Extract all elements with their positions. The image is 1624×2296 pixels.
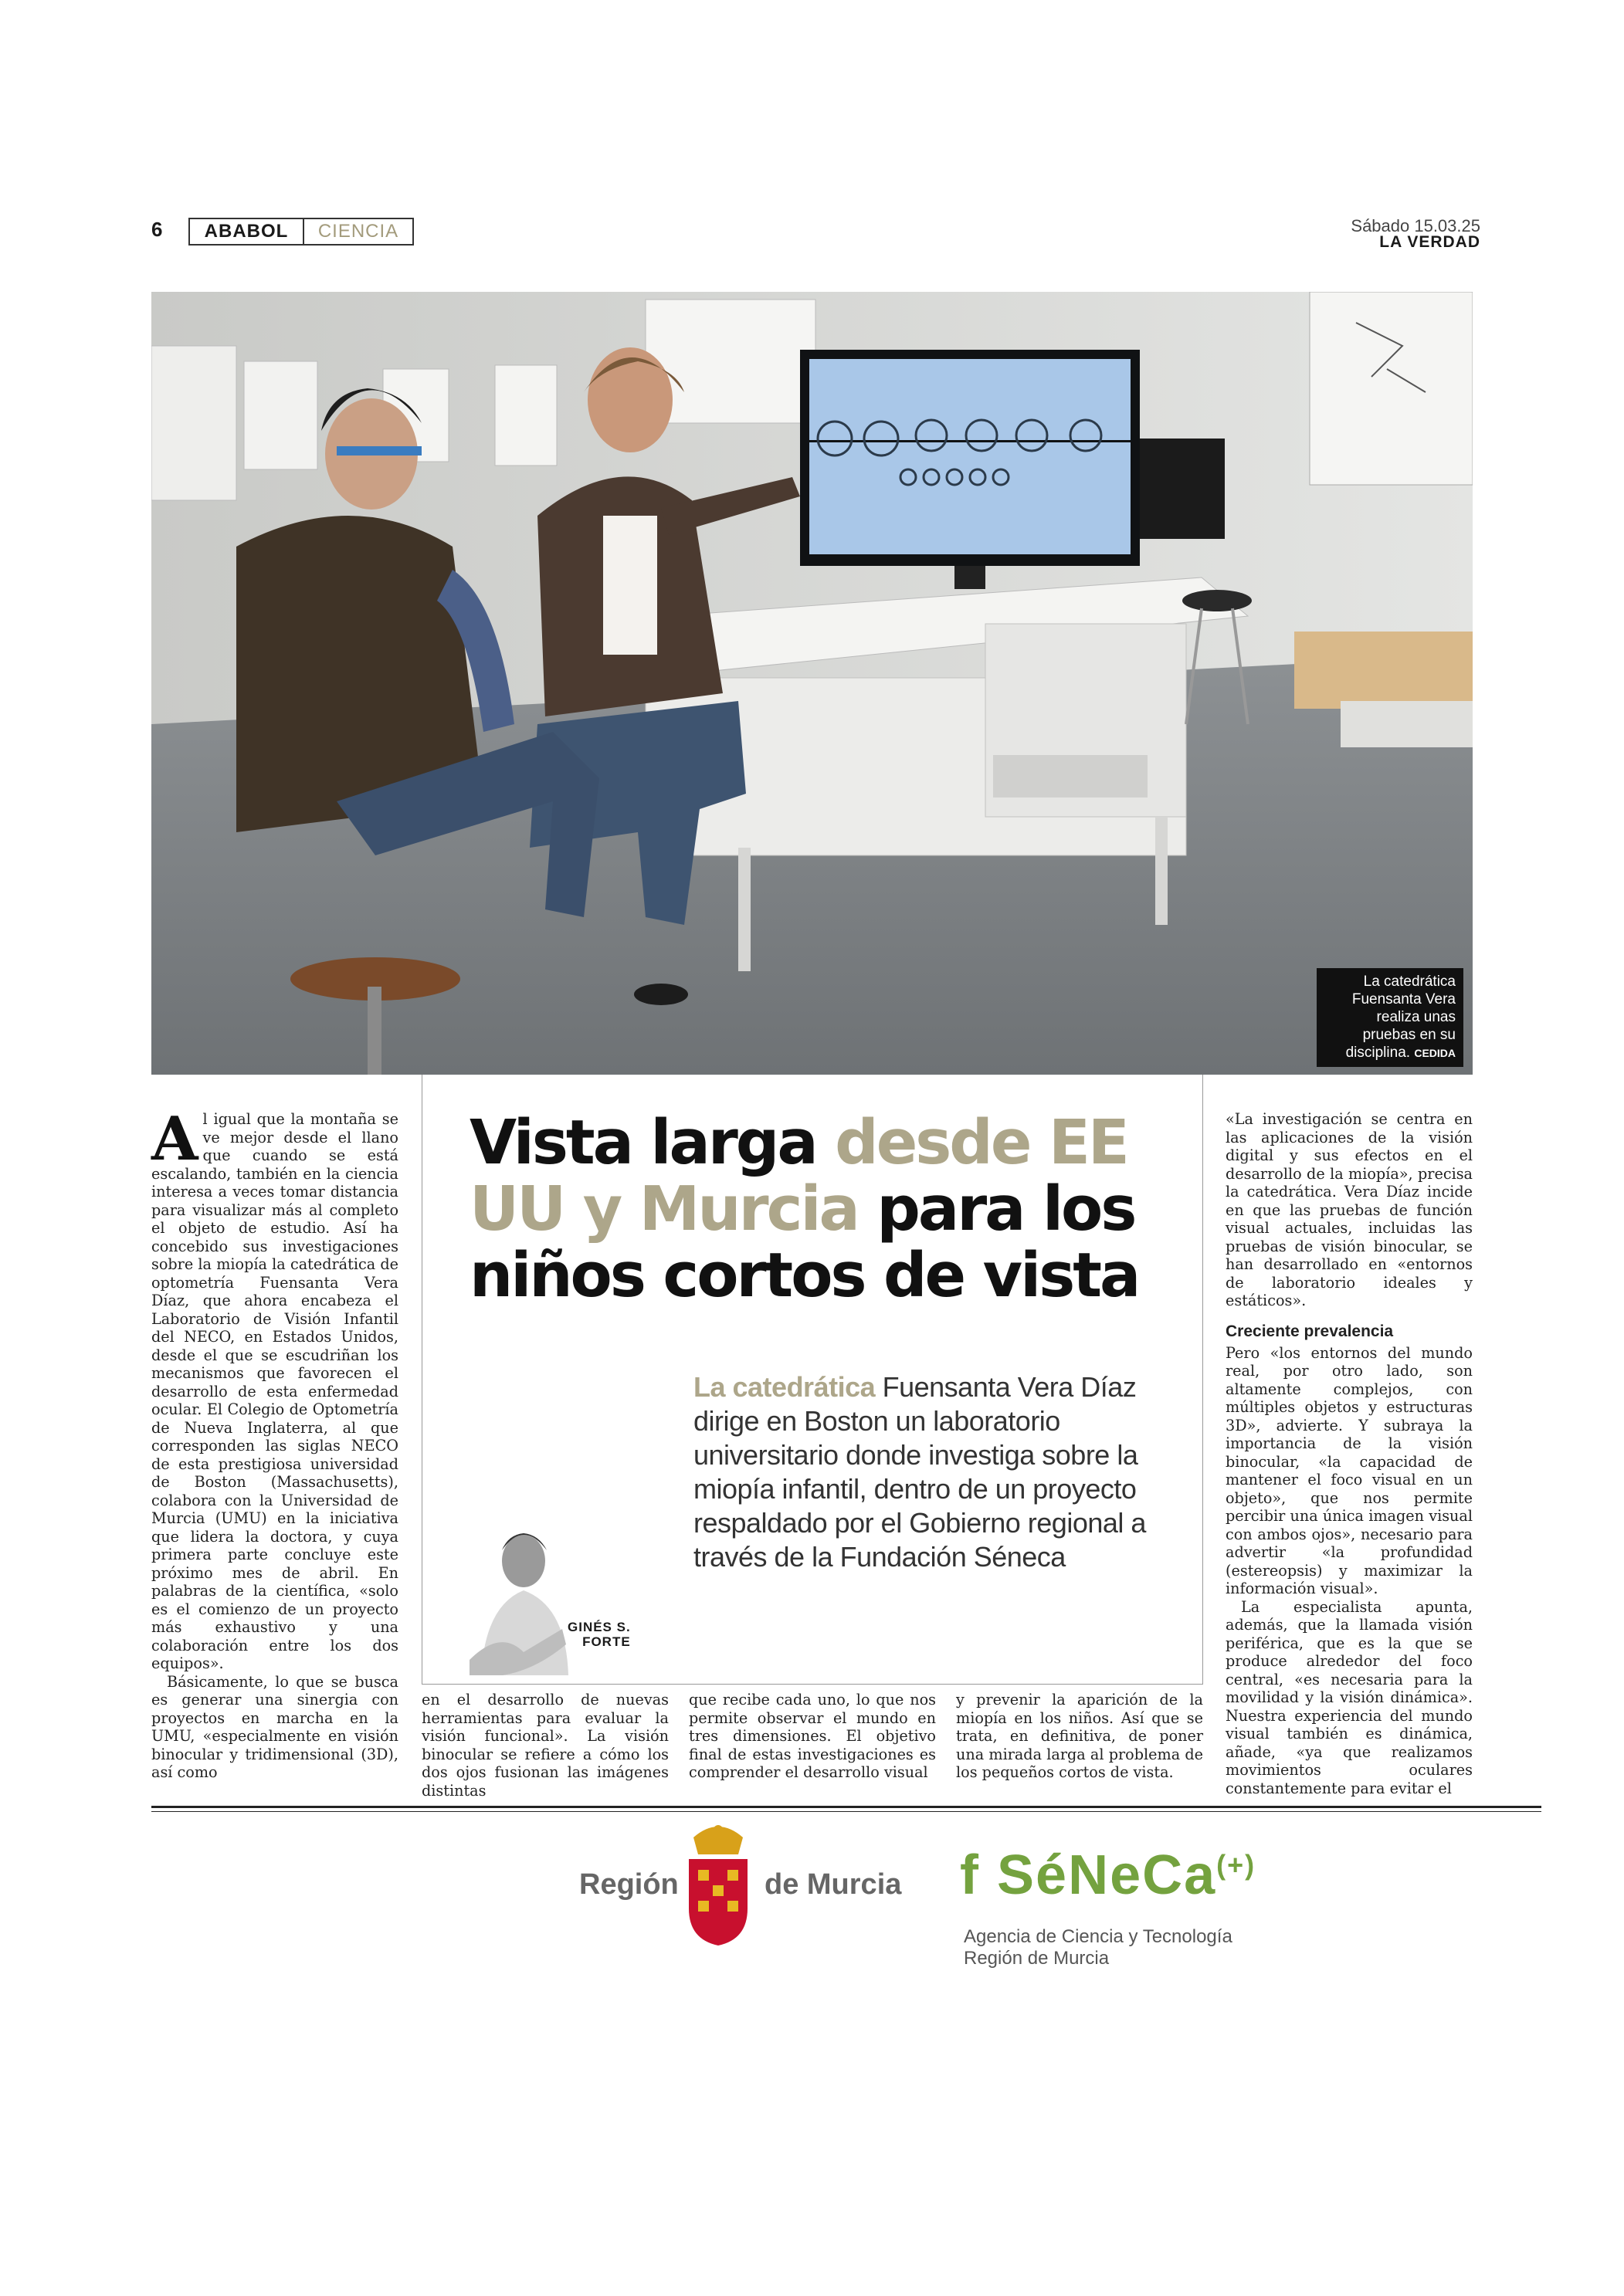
author-portrait bbox=[462, 1521, 570, 1675]
seneca-tagline-2: Región de Murcia bbox=[964, 1948, 1110, 1969]
author-photo bbox=[462, 1521, 570, 1675]
drop-cap: A bbox=[151, 1104, 198, 1174]
byline-line1: GINÉS S. bbox=[568, 1620, 631, 1634]
col1-paragraph-1: l igual que la montaña se ve mejor desde el llano que cuando se está escalando, también en la ciencia interesa a veces tomar distancia para visualizar más al completo el objeto de estudio. Así ha concebido sus investigaciones sobre la miopía la catedrática de optometría Fuensanta Vera Díaz, que ahora encabeza el Laboratorio de Visión Infantil del NECO, en Estados Unidos, desde el que se escudriñan los mecanismos que favorecen el desarrollo de esta enfermedad ocular. El Colegio de Optometría de Nueva Inglaterra, al que corresponden las siglas NECO de esta prestigiosa universidad de Boston (Massachusetts), colabora con la Universidad de Murcia (UMU) en la iniciativa que lidera la doctora, y cuya primera parte concluye este próximo mes de abril. En palabras de la científica, «solo es el comienzo de un proyecto más exhaustivo y una colaboración entre los dos equipos». bbox=[151, 1110, 398, 1672]
photo-caption bbox=[1317, 968, 1463, 1067]
col5-paragraph-2: Pero «los entornos del mundo real, por otro lado, son altamente complejos, con múltiples objetos y estructuras 3D», advierte. Y subraya la importancia de la visión binocular, «la capacidad de mantener el foco visual en un objeto», que nos permite percibir una única imagen visual con ambos ojos», necesario para advertir «la profundidad (estereopsis) y maximizar la información visual». bbox=[1226, 1343, 1473, 1597]
deck-text: Fuensanta Vera Díaz dirige en Boston un laboratorio universitario donde investiga sobre la miopía infantil, dentro de un proyecto respaldado por el Gobierno regional a través de la Fundación Séneca bbox=[693, 1371, 1146, 1573]
col4-text: y prevenir la aparición de la miopía en los niños. Así que se trata, en definitiva, de poner una mirada larga al problema de los pequeños cortos de vista. bbox=[956, 1691, 1203, 1781]
article-photo bbox=[151, 292, 1473, 1075]
col5-paragraph-3: La especialista apunta, además, que la llamada visión periférica, que es la que se produce alrededor del foco central, «es necesaria para la movilidad y la visión dinámica». Nuestra experiencia del mundo visual también es dinámica, añade, «ya que realizamos movimientos oculares constantemente para evitar el bbox=[1226, 1597, 1473, 1797]
photo-credit: CEDIDA bbox=[1414, 1047, 1456, 1059]
murcia-coat-of-arms-icon bbox=[683, 1824, 754, 1947]
col2-text: en el desarrollo de nuevas herramientas para evaluar la visión funcional». La visión binocular se refiere a cómo los dos ojos fusionan las imágenes distintas bbox=[422, 1691, 669, 1800]
column-3 bbox=[689, 1691, 936, 1782]
column-2 bbox=[422, 1691, 669, 1800]
seneca-tagline-1: Agencia de Ciencia y Tecnología bbox=[964, 1926, 1232, 1947]
subheading: Creciente prevalencia bbox=[1226, 1322, 1394, 1340]
footer-divider bbox=[151, 1806, 1541, 1808]
byline-line2: FORTE bbox=[582, 1634, 631, 1649]
deck-lead: La catedrática bbox=[693, 1371, 876, 1403]
supplement-name: ABABOL bbox=[190, 219, 304, 244]
region-label-right: de Murcia bbox=[765, 1868, 902, 1901]
seneca-f: f bbox=[960, 1844, 980, 1906]
col3-text: que recibe cada uno, lo que nos permite observar el mundo en tres dimensiones. El objetivo final de estas investigaciones es comprender el desarrollo visual bbox=[689, 1691, 936, 1781]
headline-highlight: desde EE UU y Murcia bbox=[470, 1107, 1127, 1245]
newspaper-name: LA VERDAD bbox=[1379, 233, 1480, 251]
lab-scene-illustration bbox=[151, 292, 1473, 1075]
page-number: 6 bbox=[151, 218, 163, 241]
col1-paragraph-2: Básicamente, lo que se busca es generar una sinergia con proyectos en marcha en la UMU, «especialmente en visión binocular y tridimensional (3D), así como bbox=[151, 1672, 398, 1781]
headline-part3: para los niños cortos de vista bbox=[470, 1173, 1139, 1311]
headline bbox=[470, 1109, 1211, 1309]
seneca-plus: (+) bbox=[1216, 1849, 1256, 1881]
issue-date: Sábado 15.03.25 bbox=[1351, 216, 1480, 235]
col5-paragraph-1: «La investigación se centra en las aplicaciones de la visión digital y sus efectos en el desarrollo de la miopía», precisa la catedrática. Vera Díaz incide en que las pruebas de función visual actuales, incluidas las pruebas de visión binocular, se han desarrollado en «entornos de laboratorio ideales y estáticos». bbox=[1226, 1110, 1473, 1309]
footer-divider-thin bbox=[151, 1811, 1541, 1812]
seneca-name: SéNeCa bbox=[997, 1844, 1217, 1906]
column-5 bbox=[1226, 1110, 1473, 1797]
author-byline bbox=[568, 1620, 631, 1649]
column-1 bbox=[151, 1104, 398, 1782]
seneca-logo bbox=[960, 1844, 1256, 1907]
section-label bbox=[188, 218, 414, 246]
article-deck bbox=[693, 1370, 1172, 1574]
seneca-tagline bbox=[964, 1926, 1232, 1969]
caption-text: La catedrática Fuensanta Vera realiza unas pruebas en su disciplina. bbox=[1345, 974, 1456, 1061]
column-4 bbox=[956, 1691, 1203, 1782]
headline-part1: Vista larga bbox=[470, 1107, 836, 1178]
section-name: CIENCIA bbox=[317, 221, 399, 242]
region-label-left: Región bbox=[579, 1868, 679, 1901]
